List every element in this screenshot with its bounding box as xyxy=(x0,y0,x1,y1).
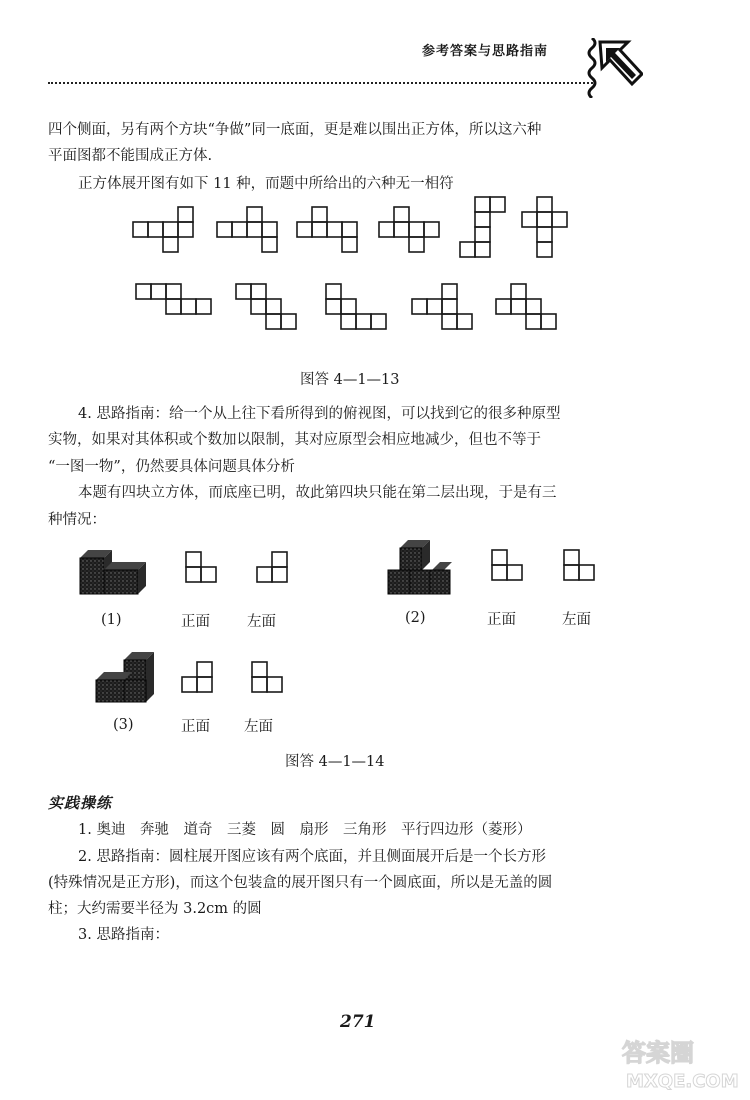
case-label: (3) xyxy=(113,717,134,733)
front-label: 正面 xyxy=(487,612,516,628)
front-view xyxy=(180,660,216,696)
cube-net xyxy=(458,195,508,261)
front-view xyxy=(490,548,526,584)
cube-net xyxy=(494,282,564,332)
left-view xyxy=(250,660,286,696)
front-view xyxy=(184,550,220,586)
left-label: 左面 xyxy=(244,719,273,735)
left-label: 左面 xyxy=(562,612,591,628)
paragraph-line: 平面图都不能围成正方体. xyxy=(48,148,213,164)
cube-stack-image xyxy=(94,652,158,704)
wavy-border-icon xyxy=(586,38,598,98)
watermark-logo xyxy=(620,1035,745,1099)
cube-net xyxy=(378,205,442,255)
practice-item: 柱；大约需要半径为 3.2cm 的圆 xyxy=(48,901,262,917)
case-label: (1) xyxy=(101,612,122,628)
paragraph-line: 本题有四块立方体，而底座已明，故此第四块只能在第二层出现，于是有三 xyxy=(78,485,557,501)
figure-caption: 图答 4—1—13 xyxy=(300,372,400,388)
cube-net xyxy=(296,205,360,255)
cube-net xyxy=(216,205,280,255)
practice-item: 3. 思路指南： xyxy=(78,927,169,943)
left-view xyxy=(255,550,291,586)
cube-net xyxy=(132,205,196,255)
case-label: (2) xyxy=(405,610,426,626)
paragraph-line: “一图一物”，仍然要具体问题具体分析 xyxy=(48,459,295,475)
paragraph-line: 实物，如果对其体积或个数加以限制，其对应原型会相应地减少，但也不等于 xyxy=(48,432,541,448)
front-label: 正面 xyxy=(181,614,210,630)
left-label: 左面 xyxy=(247,614,276,630)
section-heading: 实践操练 xyxy=(48,794,113,812)
header-title: 参考答案与思路指南 xyxy=(422,44,549,59)
cube-net xyxy=(520,195,570,261)
cube-stack-image xyxy=(386,540,456,598)
header-divider xyxy=(48,82,593,84)
cube-net xyxy=(234,282,304,332)
svg-text:MXQE.COM: MXQE.COM xyxy=(626,1071,739,1092)
left-view xyxy=(562,548,598,584)
paragraph-line: 种情况： xyxy=(48,512,106,528)
paragraph-line: 四个侧面，另有两个方块“争做”同一底面，更是难以围出正方体，所以这六种 xyxy=(48,122,542,138)
paragraph-line: 正方体展开图有如下 11 种，而题中所给出的六种无一相符 xyxy=(78,176,454,192)
cube-net xyxy=(134,282,218,332)
svg-text:答案圈: 答案圈 xyxy=(622,1039,694,1067)
cube-net xyxy=(324,282,394,332)
front-label: 正面 xyxy=(181,719,210,735)
practice-item: 2. 思路指南：圆柱展开图应该有两个底面，并且侧面展开后是一个长方形 xyxy=(78,849,546,865)
cube-net xyxy=(410,282,480,332)
practice-item: (特殊情况是正方形)，而这个包装盒的展开图只有一个圆底面，所以是无盖的圆 xyxy=(48,875,553,891)
practice-item: 1. 奥迪 奔驰 道奇 三菱 圆 扇形 三角形 平行四边形（菱形） xyxy=(78,822,532,838)
figure-caption: 图答 4—1—14 xyxy=(285,754,385,770)
arrow-logo-icon xyxy=(598,38,643,98)
paragraph-line: 4. 思路指南：给一个从上往下看所得到的俯视图，可以找到它的很多种原型 xyxy=(78,406,561,422)
cube-stack-image xyxy=(78,548,150,596)
page-number: 271 xyxy=(340,1012,376,1032)
